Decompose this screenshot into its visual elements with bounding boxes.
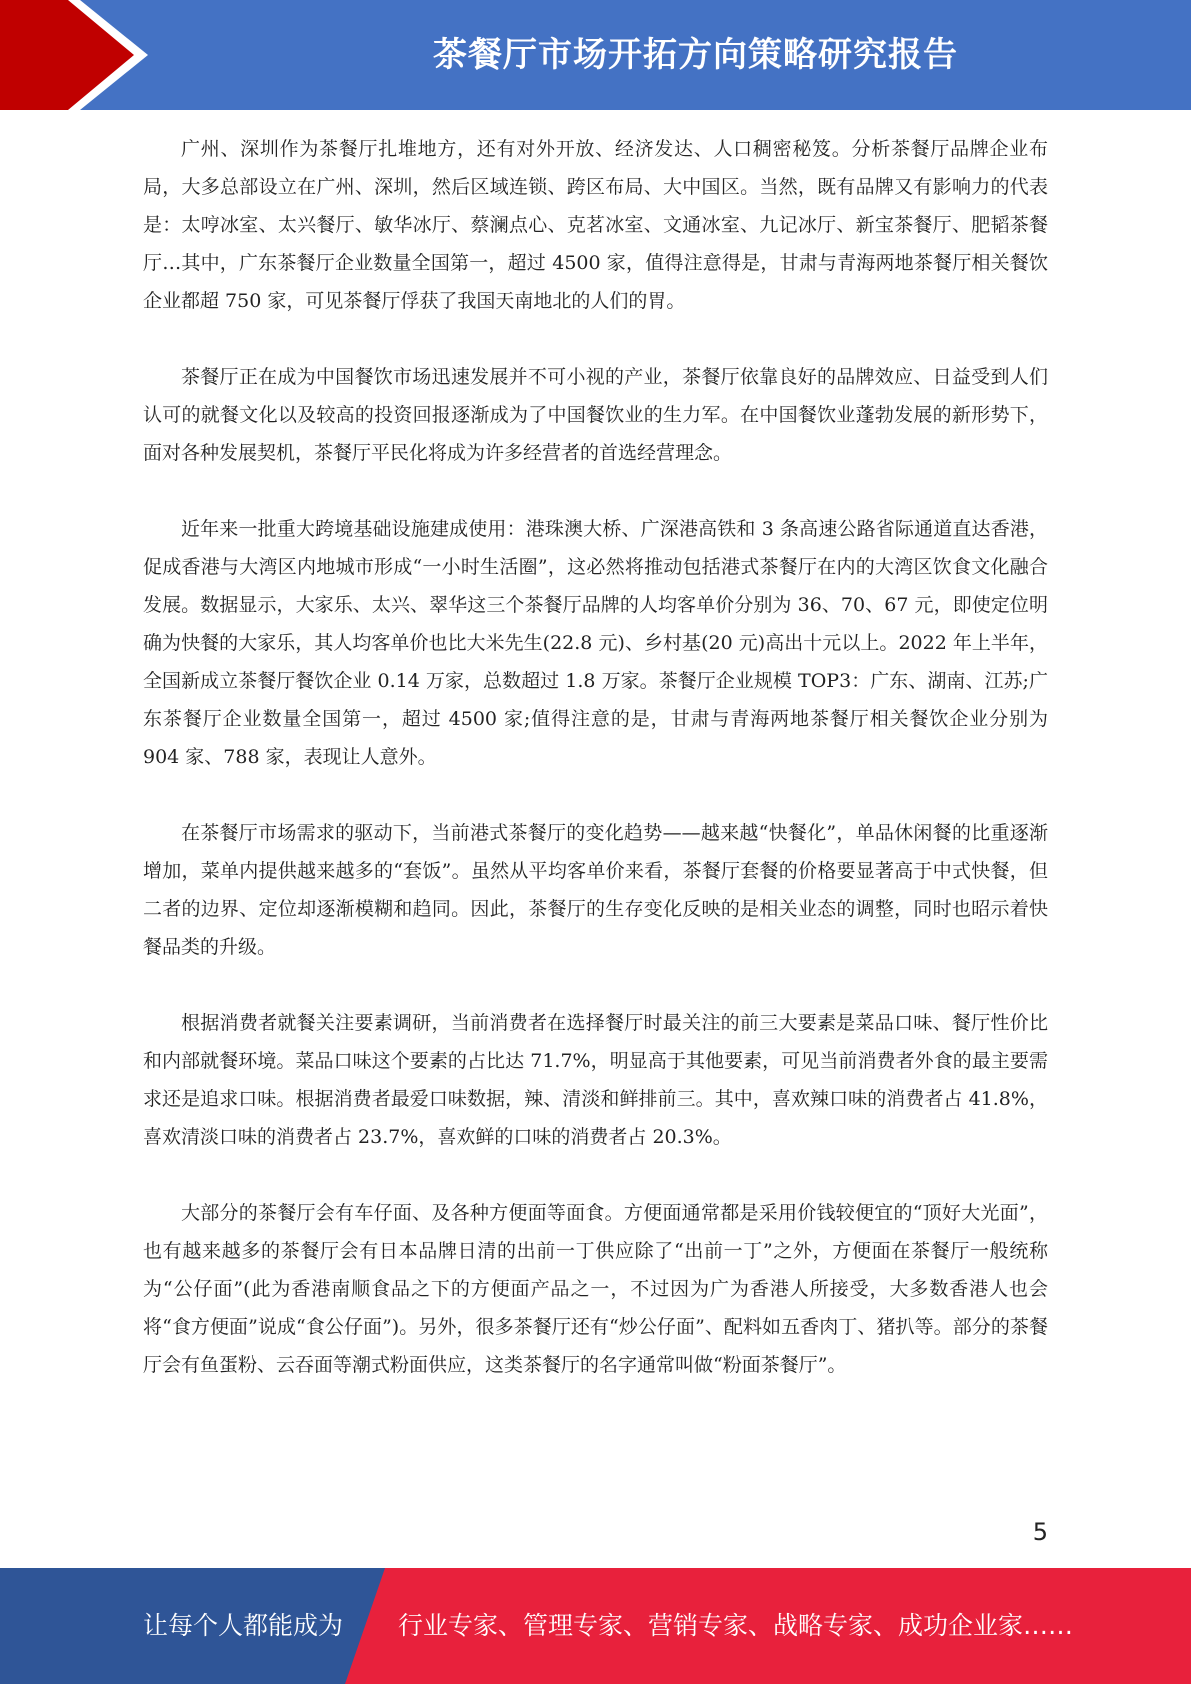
page-footer [0,1568,1191,1684]
paragraph-4: 在茶餐厅市场需求的驱动下，当前港式茶餐厅的变化趋势——越来越“快餐化”，单品休闲餐的比重逐渐增加，菜单内提供越来越多的“套饭”。虽然从平均客单价来看，茶餐厅套餐的价格要显著高于中式快餐，但二者的边界、定位却逐渐模糊和趋同。因此，茶餐厅的生存变化反映的是相关业态的调整，同时也昭示着快餐品类的升级。 [143,822,1048,958]
header-arrow-decoration [0,0,200,110]
paragraph-5: 根据消费者就餐关注要素调研，当前消费者在选择餐厅时最关注的前三大要素是菜品口味、餐厅性价比和内部就餐环境。菜品口味这个要素的占比达 71.7%，明显高于其他要素，可见当前消费者外食的最主要需求还是追求口味。根据消费者最爱口味数据，辣、清淡和鲜排前三。其中，喜欢辣口味的消费者占 41.8%，喜欢清淡口味的消费者占 23.7%，喜欢鲜的口味的消费者占 20.3%。 [143,1012,1048,1148]
report-title: 茶餐厅市场开拓方向策略研究报告 [433,35,958,75]
page-number: 5 [1032,1518,1048,1546]
footer-slogan-left: 让每个人都能成为 [143,1611,344,1640]
paragraph-1: 广州、深圳作为茶餐厅扎堆地方，还有对外开放、经济发达、人口稠密秘笈。分析茶餐厅品牌企业布局，大多总部设立在广州、深圳，然后区域连锁、跨区布局、大中国区。当然，既有品牌又有影响力的代表是：太哼冰室、太兴餐厅、敏华冰厅、蔡澜点心、克茗冰室、文通冰室、九记冰厅、新宝茶餐厅、肥韬茶餐厅…其中，广东茶餐厅企业数量全国第一，超过 4500 家，值得注意得是，甘肃与青海两地茶餐厅相关餐饮企业都超 750 家，可见茶餐厅俘获了我国天南地北的人们的胃。 [143,138,1048,312]
page-header [0,0,1191,110]
paragraph-3: 近年来一批重大跨境基础设施建成使用：港珠澳大桥、广深港高铁和 3 条高速公路省际通道直达香港，促成香港与大湾区内地城市形成“一小时生活圈”，这必然将推动包括港式茶餐厅在内的大湾区饮食文化融合发展。数据显示，大家乐、太兴、翠华这三个茶餐厅品牌的人均客单价分别为 36、70、67 元，即使定位明确为快餐的大家乐，其人均客单价也比大米先生(22.8 元)、乡村基(20 元)高出十元以上。2022 年上半年，全国新成立茶餐厅餐饮企业 0.14 万家，总数超过 1.8 万家。茶餐厅企业规模 TOP3：广东、湖南、江苏;广东茶餐厅企业数量全国第一，超过 4500 家;值得注意的是，甘肃与青海两地茶餐厅相关餐饮企业分别为 904 家、788 家，表现让人意外。 [143,518,1048,768]
footer-slogan-right: 行业专家、管理专家、营销专家、战略专家、成功企业家…… [398,1611,1074,1640]
report-body [143,130,1048,1422]
paragraph-2: 茶餐厅正在成为中国餐饮市场迅速发展并不可小视的产业，茶餐厅依靠良好的品牌效应、日益受到人们认可的就餐文化以及较高的投资回报逐渐成为了中国餐饮业的生力军。在中国餐饮业蓬勃发展的新形势下，面对各种发展契机，茶餐厅平民化将成为许多经营者的首选经营理念。 [143,366,1048,464]
paragraph-6: 大部分的茶餐厅会有车仔面、及各种方便面等面食。方便面通常都是采用价钱较便宜的“顶好大光面”，也有越来越多的茶餐厅会有日本品牌日清的出前一丁供应除了“出前一丁”之外，方便面在茶餐厅一般统称为“公仔面”(此为香港南顺食品之下的方便面产品之一，不过因为广为香港人所接受，大多数香港人也会将“食方便面”说成“食公仔面”)。另外，很多茶餐厅还有“炒公仔面”、配料如五香肉丁、猪扒等。部分的茶餐厅会有鱼蛋粉、云吞面等潮式粉面供应，这类茶餐厅的名字通常叫做“粉面茶餐厅”。 [143,1202,1048,1376]
